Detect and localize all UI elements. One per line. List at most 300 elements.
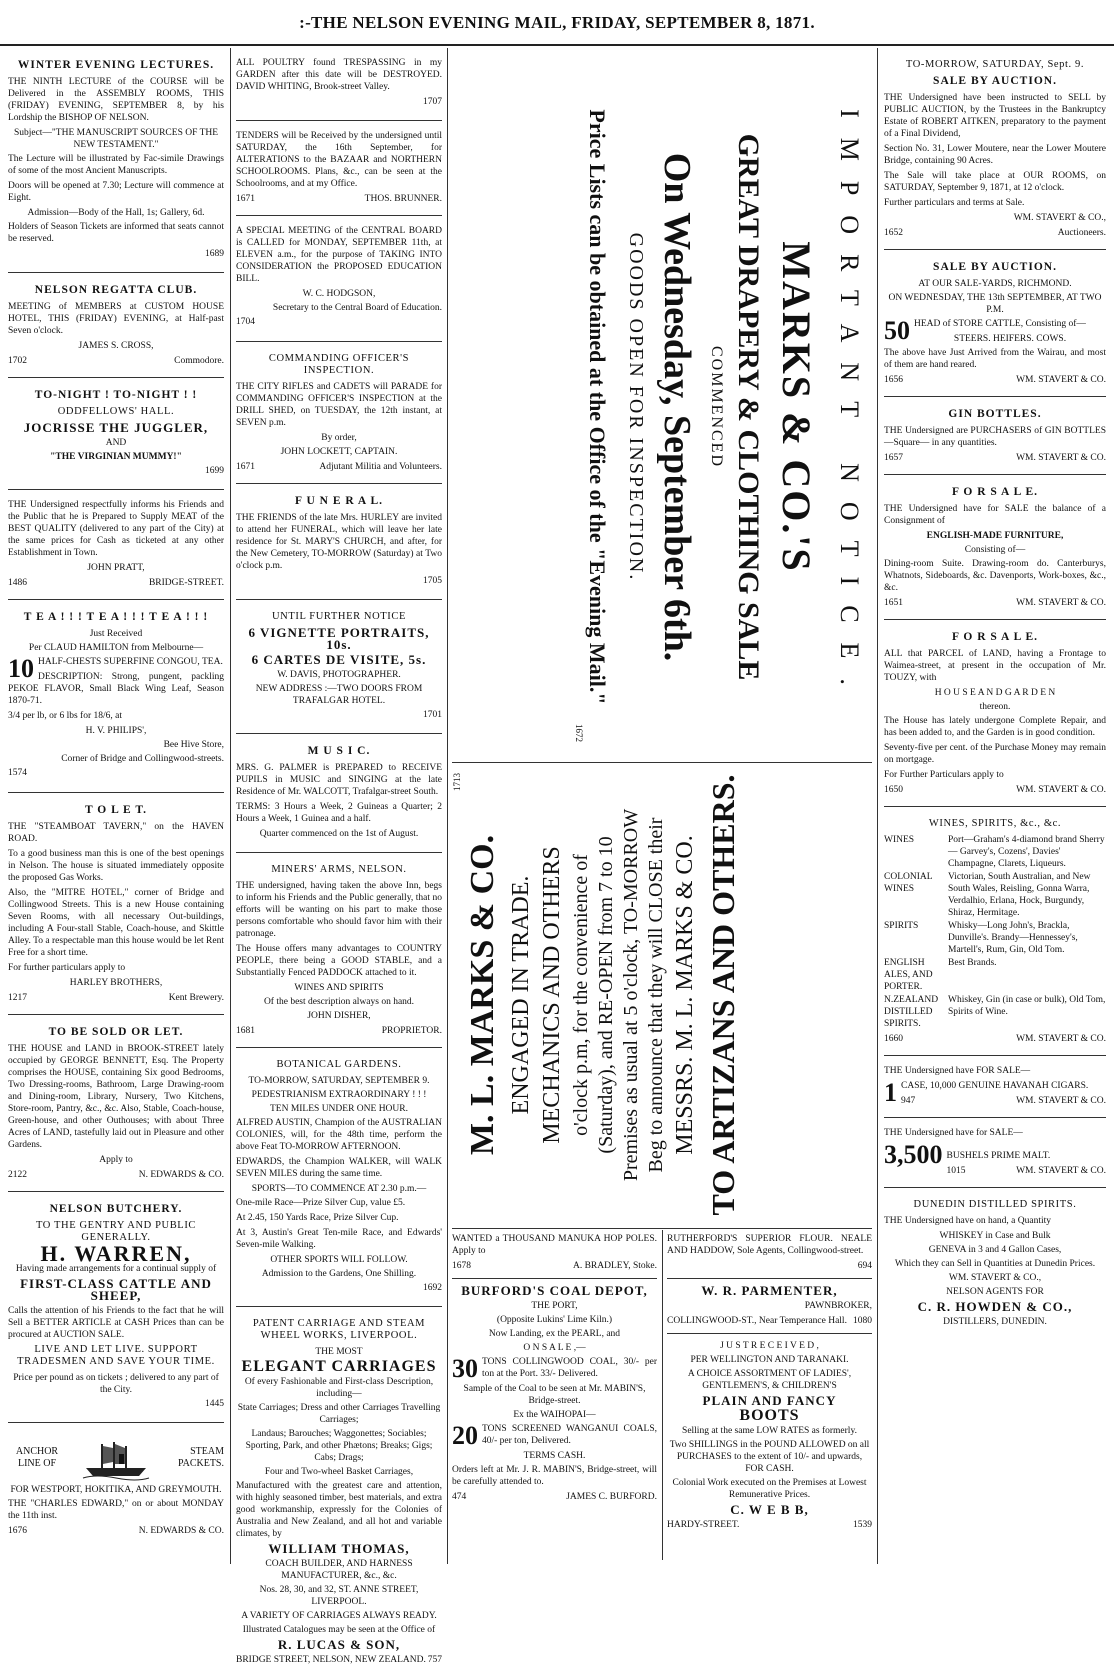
ad-to-let: [8, 799, 224, 1008]
ad-title: NELSON REGATTA CLUB.: [34, 284, 198, 296]
divider: [452, 1228, 872, 1229]
ad-number: 1699: [205, 466, 224, 476]
marks-sale-notice: [452, 52, 872, 762]
ad-text: Subject—"THE MANUSCRIPT SOURCES OF THE NEW TESTAMENT.": [13, 128, 219, 150]
ad-text: Ex the WAIHOPAI—: [513, 1410, 596, 1420]
ad-number: 1660: [884, 1034, 903, 1044]
ad-text: HEAD of STORE CATTLE, Consisting of—: [914, 319, 1086, 329]
ad-text: ALL POULTRY found TRESPASSING in my GARDEN after this date will be DESTROYED. DAVID WHITING, Brook-street Valley.: [236, 58, 442, 92]
ad-signature: WM. STAVERT & CO.: [1016, 1166, 1106, 1176]
ad-number: 1689: [205, 249, 224, 259]
ad-signature: WM. STAVERT & CO.: [1016, 1096, 1106, 1106]
ad-text: THE CITY RIFLES and CADETS will PARADE for COMMANDING OFFICER'S INSPECTION at the DRILL SHED, on TUESDAY, the 12th instant, at SEVEN p.m.: [236, 382, 442, 428]
steamship-icon: [81, 1436, 151, 1480]
ad-oddfellows: [8, 384, 224, 483]
column-rule: [877, 48, 878, 1564]
divider: [884, 1117, 1106, 1118]
ad-text: TONS COLLINGWOOD COAL, 30/- per ton at the Port. 33/- Delivered.: [482, 1357, 657, 1379]
ad-text: Seventy-five per cent. of the Purchase Money may remain on mortgage.: [884, 743, 1106, 765]
ad-anchor-line: [8, 1429, 224, 1541]
divider: [236, 852, 442, 853]
wine-category: SPIRITS: [884, 921, 919, 931]
wine-category: COLONIAL WINES: [884, 872, 933, 894]
divider: [884, 249, 1106, 250]
ad-signature: W. C. HODGSON,: [302, 289, 376, 299]
wine-items: Best Brands.: [948, 958, 997, 968]
ad-text: THE "CHARLES EDWARD," on or about MONDAY the 11th inst.: [8, 1499, 224, 1521]
ad-text: Premises as usual at 5 o'clock, TO-MORROW: [620, 808, 642, 1182]
ad-title: TO-NIGHT ! TO-NIGHT ! !: [34, 389, 198, 401]
divider: [236, 1047, 442, 1048]
ad-title: WINES, SPIRITS, &c., &c.: [928, 818, 1062, 829]
ad-signature: JOHN DISHER,: [307, 1011, 371, 1021]
ad-furniture: [884, 481, 1106, 613]
ad-headline: C. R. HOWDEN & CO.,: [917, 1299, 1073, 1314]
ad-headline: On Wednesday, September 6th.: [656, 152, 698, 662]
ad-text: For Further Particulars apply to: [884, 770, 1004, 780]
ad-text: ALFRED AUSTIN, Champion of the AUSTRALIAN COLONIES, will, for the 48th time, perform the above Feat TO-MORROW AFTERNOON.: [236, 1118, 442, 1152]
ad-text: Having made arrangements for a continual supply of: [15, 1264, 217, 1274]
ad-title: COMMANDING OFFICER'S INSPECTION.: [268, 353, 410, 376]
ad-headline: GREAT DRAPERY & CLOTHING SALE: [732, 133, 765, 681]
ad-tenders: [236, 127, 442, 209]
ad-text: EDWARDS, the Champion WALKER, will WALK SEVEN MILES during the same time.: [236, 1157, 442, 1179]
ad-text: WANTED a THOUSAND MANUKA HOP POLES. Apply to: [452, 1234, 657, 1256]
ad-title: F O R S A L E.: [951, 631, 1039, 643]
ad-text: THE FRIENDS of the late Mrs. HURLEY are invited to attend her FUNERAL, which will leave her late residence for St. MARY'S CHURCH, and after, for the New Cemetery, TO-MORROW (Saturday) at Two o'clock p.m.: [236, 513, 442, 571]
ad-address: Bee Hive Store,: [163, 740, 224, 750]
ad-text: Section No. 31, Lower Moutere, near the Lower Moutere Bridge, containing 90 Acres.: [884, 144, 1106, 166]
ad-title: BURFORD'S COAL DEPOT,: [461, 1283, 648, 1298]
ad-headline: PLAIN AND FANCY: [702, 1393, 837, 1408]
ad-text: State Carriages; Dress and other Carriages Travelling Carriages;: [237, 1403, 441, 1425]
wine-category: WINES: [884, 835, 915, 845]
ad-text: Apply to: [99, 1155, 133, 1165]
ad-role: Commodore.: [174, 356, 224, 366]
ad-text: The House has lately undergone Complete Repair, and has been added to, and the Garden is in good condition.: [884, 716, 1106, 738]
ad-text: THE Undersigned have for SALE the balance of a Consignment of: [884, 504, 1106, 526]
ad-text: At 2.45, 150 Yards Race, Prize Silver Cup.: [236, 1213, 399, 1223]
column-rule: [447, 48, 448, 1564]
ad-role: PAWNBROKER,: [804, 1301, 872, 1311]
divider: [236, 341, 442, 342]
ad-headline: ELEGANT CARRIAGES: [241, 1358, 437, 1375]
ad-butchery: [8, 1198, 224, 1416]
ad-burford-coal: [452, 1230, 657, 1567]
ad-text: HALF-CHESTS SUPERFINE CONGOU, TEA.: [38, 657, 223, 667]
divider: [236, 733, 442, 734]
ad-text: Two SHILLINGS in the POUND ALLOWED on all PURCHASES to the extent of 10/- and upwards, FOR CASH.: [669, 1440, 870, 1474]
ad-text: Further particulars and terms at Sale.: [884, 198, 1025, 208]
ad-poultry: [236, 54, 442, 114]
ad-text: Price per pound as on tickets ; delivered to any part of the City.: [13, 1373, 219, 1395]
wine-items: Port—Graham's 4-diamond brand Sherry — Garvey's, Cozens', Davies' Champagne, Clarets, Liqueurs.: [948, 835, 1105, 869]
ad-wines-spirits: [884, 813, 1106, 1049]
wine-row: [884, 920, 1106, 956]
ad-text: Landaus; Barouches; Waggonettes; Sociables; Sporting, Park, and other Phætons; Breaks; Gigs; Cabs; Drags;: [245, 1429, 433, 1463]
ad-number: 1701: [423, 710, 442, 720]
ad-number: 1713: [452, 773, 462, 791]
ad-text: O N S A L E ,—: [523, 1343, 586, 1353]
ad-text: To a good business man this is one of the best openings in Nelson. The house is situated immediately opposite the proposed Gas Works.: [8, 849, 224, 883]
ad-central-board: [236, 222, 442, 335]
ad-headline: BOOTS: [739, 1407, 800, 1424]
ad-text: Orders left at Mr. J. R. MABIN'S, Bridge-street, will be carefully attended to.: [452, 1465, 657, 1487]
ad-subtitle: GOODS OPEN FOR INSPECTION.: [625, 232, 647, 582]
ad-signature: R. LUCAS & SON,: [277, 1637, 401, 1652]
ad-text: CASE, 10,000 GENUINE HAVANAH CIGARS.: [901, 1081, 1089, 1091]
ad-text: Dining-room Suite. Drawing-room do. Canterburys, Whatnots, Sideboards, &c. Davenports, Work-boxes, &c., &c.: [884, 559, 1106, 593]
ad-title: DUNEDIN DISTILLED SPIRITS.: [913, 1199, 1077, 1210]
ad-title: BOTANICAL GARDENS.: [276, 1059, 402, 1070]
wine-category: ENGLISH ALES, AND PORTER.: [884, 958, 933, 992]
ad-text: SPORTS—TO COMMENCE AT 2.30 p.m.—: [251, 1184, 427, 1194]
ad-number: 694: [857, 1261, 872, 1271]
ad-miners-arms: [236, 859, 442, 1041]
ad-text: TERMS: 3 Hours a Week, 2 Guineas a Quarter; 2 Hours a Week, 1 Guinea and a half.: [236, 802, 442, 824]
ad-headline: JOCRISSE THE JUGGLER,: [23, 420, 209, 435]
divider: [8, 1014, 224, 1015]
divider: [236, 120, 442, 121]
divider: [452, 1278, 657, 1279]
ad-subtitle: MECHANICS AND OTHERS: [539, 846, 565, 1144]
ad-text: Consisting of—: [964, 545, 1026, 555]
ad-subtitle: TEN MILES UNDER ONE HOUR.: [269, 1104, 408, 1114]
wine-items: Whisky—Long John's, Brackla, Dunville's. Brandy—Hennessey's, Martell's, Rum, Gin, Old Tom.: [948, 921, 1078, 955]
ad-title: WINTER EVENING LECTURES.: [17, 59, 215, 71]
ad-text: (Opposite Lukins' Lime Kiln.): [496, 1315, 613, 1325]
ad-text: One-mile Race—Prize Silver Cup, value £5.: [236, 1198, 406, 1208]
ad-winter-lectures: [8, 54, 224, 266]
ad-number: 1656: [884, 375, 903, 385]
ad-text: THE undersigned, having taken the above Inn, begs to inform his Friends and the Public generally, that no efforts will be wanting on his part to make those persons comfortable who should favor him with their patronage.: [236, 881, 442, 939]
divider: [452, 762, 872, 763]
ad-text: STEERS. HEIFERS. COWS.: [953, 334, 1067, 344]
ad-title: SALE BY AUCTION.: [933, 261, 1057, 273]
ad-text: FOR WESTPORT, HOKITIKA, AND GREYMOUTH.: [10, 1485, 222, 1495]
divider: [236, 215, 442, 216]
ad-title: NELSON BUTCHERY.: [49, 1203, 183, 1215]
ad-land: [884, 626, 1106, 800]
ad-malt: [884, 1124, 1106, 1181]
ad-text: Selling at the same LOW RATES as formerly.: [682, 1426, 857, 1436]
ad-signature: JAMES C. BURFORD.: [566, 1492, 657, 1502]
ad-text: Manufactured with the greatest care and attention, with highly seasoned timber, best materials, and extra good workmanship, expressly for the Colonies of Australia and New Zealand, and all hot and variable climates, by: [236, 1481, 442, 1539]
ad-davis-photographer: [236, 606, 442, 727]
ad-number: 1652: [884, 228, 903, 238]
ad-address: BRIDGE-STREET.: [148, 578, 224, 588]
ad-text: For further particulars apply to: [8, 963, 126, 973]
ad-title: UNTIL FURTHER NOTICE: [271, 611, 407, 622]
ad-text: 3/4 per lb, or 6 lbs for 18/6, at: [8, 711, 122, 721]
ad-subtitle: ENGAGED IN TRADE.: [508, 875, 534, 1115]
wine-row: [884, 957, 1106, 993]
ad-signature: WM. STAVERT & CO.: [1016, 785, 1106, 795]
ad-text: At 3, Austin's Great Ten-mile Race, and Edwards' Seven-mile Walking.: [236, 1228, 442, 1250]
ad-subtitle: THE PORT,: [531, 1301, 578, 1311]
ad-number: 1539: [853, 1520, 872, 1530]
ad-subtitle: TO-MORROW, SATURDAY, SEPTEMBER 9.: [248, 1076, 430, 1086]
ad-text: Colonial Work executed on the Premises at Lowest Remunerative Prices.: [672, 1478, 867, 1500]
ad-role: Auctioneers.: [1057, 228, 1106, 238]
masthead: [0, 0, 1114, 46]
ad-text: THE Undersigned have for SALE—: [884, 1128, 1023, 1138]
ad-address: HARDY-STREET.: [667, 1520, 740, 1530]
ad-title: J U S T R E C E I V E D ,: [720, 1341, 819, 1351]
marks-closing-notice: [452, 765, 872, 1225]
ad-text: OTHER SPORTS WILL FOLLOW.: [270, 1255, 408, 1265]
divider: [236, 1306, 442, 1307]
ad-text: Admission—Body of the Hall, 1s; Gallery, 6d.: [27, 208, 205, 218]
ad-dunedin-spirits: [884, 1194, 1106, 1334]
ad-subtitle: PEDESTRIANISM EXTRAORDINARY ! ! !: [251, 1090, 427, 1100]
ad-number: 947: [901, 1096, 916, 1106]
ad-text: (Saturday), and RE-OPEN from 7 to 10: [595, 836, 617, 1154]
ad-text: Beg to announce that they will CLOSE their: [645, 817, 667, 1173]
ad-text: Per CLAUD HAMILTON from Melbourne—: [28, 643, 204, 653]
ad-text: Just Received: [89, 629, 143, 639]
wine-list: [884, 834, 1106, 1030]
ad-text: Price Lists can be obtained at the Office of the "Evening Mail.": [585, 109, 610, 705]
ad-signature: WM. STAVERT & CO.,: [1013, 213, 1106, 223]
ad-text: THE Undersigned have on hand, a Quantity: [884, 1216, 1051, 1226]
ad-text: AND: [105, 438, 127, 448]
ad-text: The Lecture will be illustrated by Fac-simile Drawings of some of the most Ancient Manuscripts.: [8, 154, 224, 176]
ad-title: TO BE SOLD OR LET.: [48, 1026, 184, 1038]
ad-headline: MARKS & CO.'S: [774, 241, 819, 573]
ad-webb-boots: [667, 1230, 872, 1567]
ad-text: THE Undersigned have been instructed to SELL by PUBLIC AUCTION, by the Trustees in the Bankruptcy Estate of ROBERT AITKEN, preparatory to the payment of a Final Dividend,: [884, 93, 1106, 139]
ad-number: 474: [452, 1492, 467, 1502]
ad-number: 1672: [574, 724, 584, 742]
ad-cigars: [884, 1062, 1106, 1111]
ad-number: 1702: [8, 356, 27, 366]
ad-address: Corner of Bridge and Collingwood-streets.: [61, 754, 224, 764]
ad-role: COACH BUILDER, AND HARNESS MANUFACTURER, &c., &c.: [265, 1559, 413, 1581]
ad-text: thereon.: [979, 702, 1011, 712]
ad-text: THE MOST: [315, 1347, 363, 1357]
ad-signature: N. EDWARDS & CO.: [138, 1170, 224, 1180]
bottom-center-ads: [452, 1230, 872, 1560]
ad-subtitle: ODDFELLOWS' HALL.: [57, 406, 175, 417]
ad-sold-or-let: [8, 1021, 224, 1185]
ad-text: ON WEDNESDAY, THE 13th SEPTEMBER, AT TWO P.M.: [888, 293, 1102, 315]
ad-signature: WM. STAVERT & CO.: [1016, 1034, 1106, 1044]
ad-signature: WM. STAVERT & CO.: [1016, 453, 1106, 463]
ad-text: Illustrated Catalogues may be seen at the Office of: [242, 1625, 436, 1635]
ad-text: AT OUR SALE-YARDS, RICHMOND.: [918, 279, 1072, 289]
ad-headline: TO ARTIZANS AND OTHERS.: [705, 774, 741, 1216]
divider: [8, 1191, 224, 1192]
ad-title: F U N E R A L.: [294, 495, 383, 507]
ad-number: 1704: [236, 317, 255, 327]
ad-text: DESCRIPTION: Strong, pungent, packling PEKOE FLAVOR, Small Black Wing Leaf, Season 1870-71.: [8, 672, 224, 706]
ad-quantity: 1: [884, 1078, 897, 1107]
ad-text: Calls the attention of his Friends to the fact that he will Sell a BETTER ARTICLE at CASH Prices than can be procured at AUCTION SALE.: [8, 1306, 224, 1340]
ad-role: Adjutant Militia and Volunteers.: [319, 462, 442, 472]
ad-text: THE Undersigned are PURCHASERS of GIN BOTTLES—Square— in any quantities.: [884, 426, 1106, 448]
column-1: [8, 54, 224, 1564]
ad-title: MINERS' ARMS, NELSON.: [271, 864, 407, 875]
divider: [884, 396, 1106, 397]
ad-title: SALE BY AUCTION.: [933, 75, 1057, 87]
ad-title: T O L E T.: [84, 804, 148, 816]
divider: [884, 1187, 1106, 1188]
ad-number: 1217: [8, 993, 27, 1003]
divider: [8, 489, 224, 490]
ad-subtitle: TO-MORROW, SATURDAY, Sept. 9.: [905, 59, 1085, 70]
column-2: [236, 54, 442, 1665]
ad-text: THE Undersigned respectfully informs his Friends and the Public that he is Prepared to Supply MEAT of the BEST QUALITY (delivered to any part of the City) at the same prices for Cash as ticketed at any other Establishment in Town.: [8, 500, 224, 558]
wine-row: [884, 871, 1106, 919]
ad-text: A VARIETY OF CARRIAGES ALWAYS READY.: [241, 1611, 437, 1621]
ad-number: 1651: [884, 598, 903, 608]
ad-text: THE HOUSE and LAND in BROOK-STREET lately occupied by GEORGE BENNETT, Esq. The Property comprises the HOUSE, containing Six good Bedrooms, Two Dressing-rooms, Bathroom, Large Drawing-room and Dining-room, Library, Nursery, Two Kitchens, Store-room, Pantry, &c., &c. Also, Stable, Coach-house, Green-house, and other Outhouses; with about Three Acres of LAND, tastefully laid out in Pleasure and other Gardens.: [8, 1044, 224, 1150]
ad-text: STEAM PACKETS.: [177, 1446, 224, 1469]
ad-quantity: 30: [452, 1354, 478, 1383]
ad-text: The Sale will take place at OUR ROOMS, on SATURDAY, September 9, 1871, at 12 o'clock.: [884, 171, 1106, 193]
ad-address: Kent Brewery.: [168, 993, 224, 1003]
ad-headline: W. R. PARMENTER,: [701, 1283, 838, 1298]
ad-gin-bottles: [884, 403, 1106, 468]
ad-number: 1657: [884, 453, 903, 463]
ad-text: Four and Two-wheel Basket Carriages,: [264, 1467, 414, 1477]
ad-number: 1650: [884, 785, 903, 795]
ad-text: By order,: [321, 433, 357, 443]
divider: [8, 1422, 224, 1423]
ad-subtitle: H O U S E A N D G A R D E N: [934, 688, 1056, 698]
ad-regatta: [8, 279, 224, 371]
divider: [8, 377, 224, 378]
ad-number: 1445: [205, 1399, 224, 1409]
ad-quantity: 10: [8, 654, 34, 683]
ad-number: 1707: [423, 97, 442, 107]
ad-address: COLLINGWOOD-ST., Near Temperance Hall.: [667, 1316, 847, 1326]
ad-inspection: [236, 348, 442, 477]
wine-items: Whiskey, Gin (in case or bulk), Old Tom, Spirits of Wine.: [948, 995, 1106, 1017]
ad-text: TENDERS will be Received by the undersigned until SATURDAY, the 16th September, for ALTERATIONS to the BAZAAR and NORTHERN SCHOOLROOMS. Plans, &c., can be seen at the Schoolrooms, and at my Office.: [236, 131, 442, 189]
ad-address: NEW ADDRESS :—TWO DOORS FROM TRAFALGAR HOTEL.: [255, 684, 423, 706]
ad-title: GIN BOTTLES.: [948, 408, 1042, 420]
ad-subtitle: LIVE AND LET LIVE. SUPPORT TRADESMEN AND SAVE YOUR TIME.: [17, 1344, 215, 1367]
divider: [8, 272, 224, 273]
ad-text: Of every Fashionable and First-class Description, including—: [244, 1377, 434, 1399]
ad-text: TONS SCREENED WANGANUI COALS, 40/- per ton, Delivered.: [482, 1424, 657, 1446]
ad-signature: WILLIAM THOMAS,: [268, 1541, 410, 1556]
ad-carriages: [236, 1313, 442, 1670]
ad-text: ANCHOR LINE OF: [15, 1446, 59, 1469]
ad-signature: THOS. BRUNNER.: [364, 194, 442, 204]
ad-quantity: 20: [452, 1421, 478, 1450]
ad-headline: 6 VIGNETTE PORTRAITS, 10s.: [248, 625, 430, 652]
divider: [236, 599, 442, 600]
ad-botanical: [236, 1054, 442, 1300]
ad-subtitle: WINES AND SPIRITS: [294, 983, 384, 993]
ad-number: 1671: [236, 462, 255, 472]
wine-category: N.ZEALAND DISTILLED SPIRITS.: [884, 995, 939, 1029]
ad-signature: WM. STAVERT & CO.: [1016, 598, 1106, 608]
ad-auction-cattle: [884, 256, 1106, 390]
ad-quantity: 3,500: [884, 1140, 943, 1169]
ad-title: PATENT CARRIAGE AND STEAM WHEEL WORKS, LIVERPOOL.: [252, 1318, 426, 1341]
divider: [667, 1333, 872, 1334]
ad-text: THE NINTH LECTURE of the COURSE will be Delivered in the ASSEMBLY ROOMS, THIS (FRIDAY) EVENING, SEPTEMBER 8, by his Lordship the BISHOP OF NELSON.: [8, 77, 224, 123]
ad-number: 1574: [8, 768, 27, 778]
ad-text: MEETING of MEMBERS at CUSTOM HOUSE HOTEL, THIS (FRIDAY) EVENING, at Half-past Seven o'clock.: [8, 302, 224, 336]
ad-text: Sample of the Coal to be seen at Mr. MABIN'S, Bridge-street.: [463, 1384, 646, 1406]
ad-text: PER WELLINGTON AND TARANAKI.: [690, 1355, 849, 1365]
ad-quantity: 50: [884, 316, 910, 345]
divider: [884, 619, 1106, 620]
ad-tea: [8, 606, 224, 786]
ad-role: PROPRIETOR.: [381, 1026, 442, 1036]
ad-number: 1676: [8, 1526, 27, 1536]
divider: [8, 792, 224, 793]
divider: [236, 483, 442, 484]
ad-address: BRIDGE STREET, NELSON, NEW ZEALAND.: [236, 1655, 426, 1665]
ad-text: A CHOICE ASSORTMENT OF LADIES', GENTLEMEN'S, & CHILDREN'S: [687, 1369, 852, 1391]
ad-headline: M. L. MARKS & CO.: [464, 834, 501, 1156]
ad-subtitle: ENGLISH-MADE FURNITURE,: [926, 531, 1064, 541]
wine-items: Victorian, South Australian, and New South Wales, Reisling, Gonna Warra, Verdalhio, Erlana, Hock, Burgundy, Shiraz, Hermitage.: [948, 872, 1091, 918]
ad-signature: WM. STAVERT & CO.,: [948, 1273, 1042, 1283]
ad-text: The House offers many advantages to COUNTRY PEOPLE, there being a GOOD STABLE, and a Substantially Fenced PADDOCK attached to it.: [236, 944, 442, 978]
ad-text: Holders of Season Tickets are informed that seats cannot be reserved.: [8, 222, 224, 244]
ad-text: Quarter commenced on the 1st of August.: [259, 829, 419, 839]
ad-text: Which they can Sell in Quantities at Dunedin Prices.: [894, 1259, 1096, 1269]
ad-text: Admission to the Gardens, One Shilling.: [261, 1269, 417, 1279]
ad-headline: 6 CARTES DE VISITE, 5s.: [251, 652, 427, 667]
ad-number: 757: [427, 1655, 442, 1665]
ad-text: COMMENCED: [708, 345, 725, 468]
wine-row: [884, 994, 1106, 1030]
ad-text: Doors will be opened at 7.30; Lecture will commence at Eight.: [8, 181, 224, 203]
ad-title: T E A ! ! ! T E A ! ! ! T E A ! ! !: [23, 611, 209, 623]
masthead-title: :-THE NELSON EVENING MAIL, FRIDAY, SEPTEMBER 8, 1871.: [299, 13, 815, 32]
ad-role: Secretary to the Central Board of Education.: [272, 303, 442, 313]
ad-text: THE "STEAMBOAT TAVERN," on the HAVEN ROAD.: [8, 822, 224, 844]
ad-title: F O R S A L E.: [951, 486, 1039, 498]
ad-signature: HARLEY BROTHERS,: [69, 978, 163, 988]
ad-signature: A. BRADLEY, Stoke.: [572, 1261, 657, 1271]
ad-music: [236, 740, 442, 846]
ad-signature: N. EDWARDS & CO.: [138, 1526, 224, 1536]
ad-signature: JOHN LOCKETT, CAPTAIN.: [280, 447, 398, 457]
ad-text: TERMS CASH.: [523, 1451, 586, 1461]
ad-text: Of the best description always on hand.: [263, 997, 415, 1007]
column-4: [884, 54, 1106, 1564]
ad-text: THE Undersigned have FOR SALE—: [884, 1066, 1031, 1076]
ad-signature: H. V. PHILIPS',: [85, 726, 147, 736]
ad-number: 1486: [8, 578, 27, 588]
divider: [884, 1055, 1106, 1056]
ad-text: WHISKEY in Case and Bulk: [939, 1231, 1051, 1241]
divider: [8, 599, 224, 600]
ad-number: 1692: [423, 1283, 442, 1293]
ad-signature: JAMES S. CROSS,: [78, 341, 154, 351]
ad-auction-moutere: [884, 54, 1106, 243]
ad-text: MRS. G. PALMER is PREPARED to RECEIVE PUPILS in MUSIC and SINGING at the late Residence of Mr. WALCOTT, Trafalgar-street South.: [236, 763, 442, 797]
ad-number: 1681: [236, 1026, 255, 1036]
ad-text: ALL that PARCEL of LAND, having a Frontage to Waimea-street, at present in the occupation of Mr. TOUZY, with: [884, 649, 1106, 683]
divider: [884, 806, 1106, 807]
wine-row: [884, 834, 1106, 870]
ad-headline: "THE VIRGINIAN MUMMY!": [50, 452, 182, 462]
ad-pratt: [8, 496, 224, 593]
ad-text: Also, the "MITRE HOTEL," corner of Bridge and Collingwood Streets. This is a new House containing Seven Rooms, with all necessary Out-buildings, including A Four-stall Stable, Coach-house, and Skittle Alley. To a respectable man this house would be let Rent Free for a short time.: [8, 888, 224, 958]
ad-funeral: [236, 490, 442, 593]
ad-number: 1671: [236, 194, 255, 204]
